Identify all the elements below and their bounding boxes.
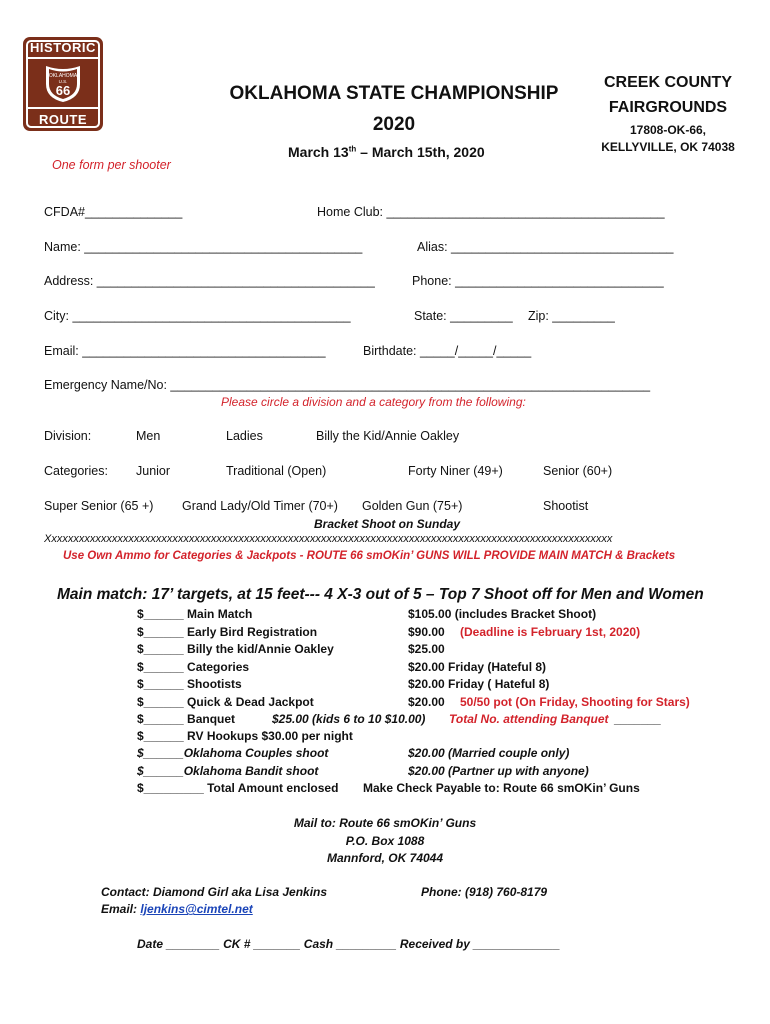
venue-name-2: FAIRGROUNDS: [608, 99, 728, 116]
fee-billy-price: $25.00: [408, 642, 445, 656]
fee-main-match-price: $105.00 (includes Bracket Shoot): [408, 607, 597, 621]
categories-label: Categories:: [44, 464, 108, 478]
fee-bandit-price: $20.00 (Partner up with anyone): [408, 764, 589, 778]
logo-top-text: HISTORIC: [30, 40, 96, 55]
svg-text:U.S.: U.S.: [58, 79, 68, 84]
office-use-line[interactable]: Date ________ CK # _______ Cash _________ Received by _____________: [137, 937, 560, 951]
total-amount-field[interactable]: $_________ Total Amount enclosed: [137, 781, 339, 795]
bracket-note: Bracket Shoot on Sunday: [314, 517, 461, 531]
cfda-field[interactable]: CFDA#______________: [44, 205, 183, 219]
fee-billy-item[interactable]: $______ Billy the kid/Annie Oakley: [137, 642, 334, 656]
phone-field[interactable]: Phone: ______________________________: [412, 274, 664, 288]
mail-to-line3: Mannford, OK 74044: [326, 851, 444, 865]
fee-jackpot-price: $20.00: [408, 695, 445, 709]
category-grand-lady[interactable]: Grand Lady/Old Timer (70+): [182, 499, 338, 513]
form-note: One form per shooter: [52, 158, 171, 172]
venue-address-1: 17808-OK-66,: [629, 123, 707, 137]
name-field[interactable]: Name: ________________________________________: [44, 240, 363, 254]
email-field[interactable]: Email: ___________________________________: [44, 344, 326, 358]
alias-field[interactable]: Alias: ________________________________: [417, 240, 674, 254]
circle-instruction: Please circle a division and a category from the following:: [221, 395, 526, 409]
fee-couples-price: $20.00 (Married couple only): [408, 746, 570, 760]
early-bird-deadline: (Deadline is February 1st, 2020): [460, 625, 641, 639]
home-club-field[interactable]: Home Club: ________________________________________: [317, 205, 665, 219]
emergency-field[interactable]: Emergency Name/No: _____________________________________________________________________: [44, 378, 651, 392]
city-field[interactable]: City: ________________________________________: [44, 309, 351, 323]
category-shootist[interactable]: Shootist: [543, 499, 589, 513]
fee-early-bird-item[interactable]: $______ Early Bird Registration: [137, 625, 318, 639]
category-golden-gun[interactable]: Golden Gun (75+): [362, 499, 463, 513]
event-title: OKLAHOMA STATE CHAMPIONSHIP: [229, 83, 559, 104]
fee-banquet-price: $25.00 (kids 6 to 10 $10.00): [272, 712, 426, 726]
venue-name-1: CREEK COUNTY: [603, 74, 732, 91]
event-year: 2020: [372, 114, 416, 135]
fee-couples-item[interactable]: $______Oklahoma Couples shoot: [137, 746, 329, 760]
category-senior[interactable]: Senior (60+): [543, 464, 613, 478]
address-field[interactable]: Address: ________________________________________: [44, 274, 375, 288]
ammo-note: Use Own Ammo for Categories & Jackpots - ROUTE 66 smOKin’ GUNS WILL PROVIDE MAIN MATCH & Brackets: [63, 550, 676, 562]
contact-name: Contact: Diamond Girl aka Lisa Jenkins: [101, 885, 328, 899]
category-super-senior[interactable]: Super Senior (65 +): [44, 499, 154, 513]
separator-x-line: Xxxxxxxxxxxxxxxxxxxxxxxxxxxxxxxxxxxxxxxxxxxxxxxxxxxxxxxxxxxxxxxxxxxxxxxxxxxxxxxxxxxxxxxxxxxxxxxxxxxxxxx: [44, 533, 613, 545]
venue-address-2: KELLYVILLE, OK 74038: [601, 140, 735, 154]
main-match-heading: Main match: 17’ targets, at 15 feet--- 4 X-3 out of 5 – Top 7 Shoot off for Men and Women: [57, 586, 704, 603]
fee-jackpot-item[interactable]: $______ Quick & Dead Jackpot: [137, 695, 314, 709]
division-billy-annie[interactable]: Billy the Kid/Annie Oakley: [316, 429, 460, 443]
fee-shootists-item[interactable]: $______ Shootists: [137, 677, 242, 691]
banquet-total-label: Total No. attending Banquet: [449, 712, 609, 726]
division-label: Division:: [44, 429, 92, 443]
fee-early-bird-price: $90.00: [408, 625, 445, 639]
fee-banquet-item[interactable]: $______ Banquet: [137, 712, 236, 726]
fee-bandit-item[interactable]: $______Oklahoma Bandit shoot: [137, 764, 319, 778]
fee-rv-hookups[interactable]: $______ RV Hookups $30.00 per night: [137, 729, 353, 743]
event-dates: March 13th – March 15th, 2020: [288, 144, 485, 160]
fee-shootists-price: $20.00 Friday ( Hateful 8): [408, 677, 550, 691]
jackpot-note: 50/50 pot (On Friday, Shooting for Stars): [460, 695, 690, 709]
state-field[interactable]: State: _________: [414, 309, 513, 323]
banquet-total-blank[interactable]: _______: [614, 712, 661, 726]
category-junior[interactable]: Junior: [136, 464, 171, 478]
fee-categories-item[interactable]: $______ Categories: [137, 660, 250, 674]
birthdate-field[interactable]: Birthdate: _____/_____/_____: [363, 344, 532, 358]
contact-email-link[interactable]: ljenkins@cimtel.net: [140, 902, 253, 916]
route-shield-icon: [42, 62, 84, 104]
division-men[interactable]: Men: [136, 429, 161, 443]
fee-main-match-item[interactable]: $______ Main Match: [137, 607, 253, 621]
contact-email: Email: ljenkins@cimtel.net: [101, 902, 253, 916]
mail-to-line2: P.O. Box 1088: [345, 834, 425, 848]
fee-categories-price: $20.00 Friday (Hateful 8): [408, 660, 547, 674]
svg-text:66: 66: [55, 83, 71, 98]
route-66-logo: [23, 37, 103, 131]
zip-field[interactable]: Zip: _________: [528, 309, 615, 323]
category-traditional[interactable]: Traditional (Open): [226, 464, 327, 478]
category-forty-niner[interactable]: Forty Niner (49+): [408, 464, 503, 478]
contact-phone: Phone: (918) 760-8179: [421, 885, 548, 899]
svg-text:OKLAHOMA: OKLAHOMA: [48, 73, 78, 79]
mail-to-line1: Mail to: Route 66 smOKin’ Guns: [293, 816, 477, 830]
division-ladies[interactable]: Ladies: [226, 429, 263, 443]
check-payable-note: Make Check Payable to: Route 66 smOKin’ Guns: [363, 781, 640, 795]
logo-bottom-text: ROUTE: [39, 112, 87, 127]
